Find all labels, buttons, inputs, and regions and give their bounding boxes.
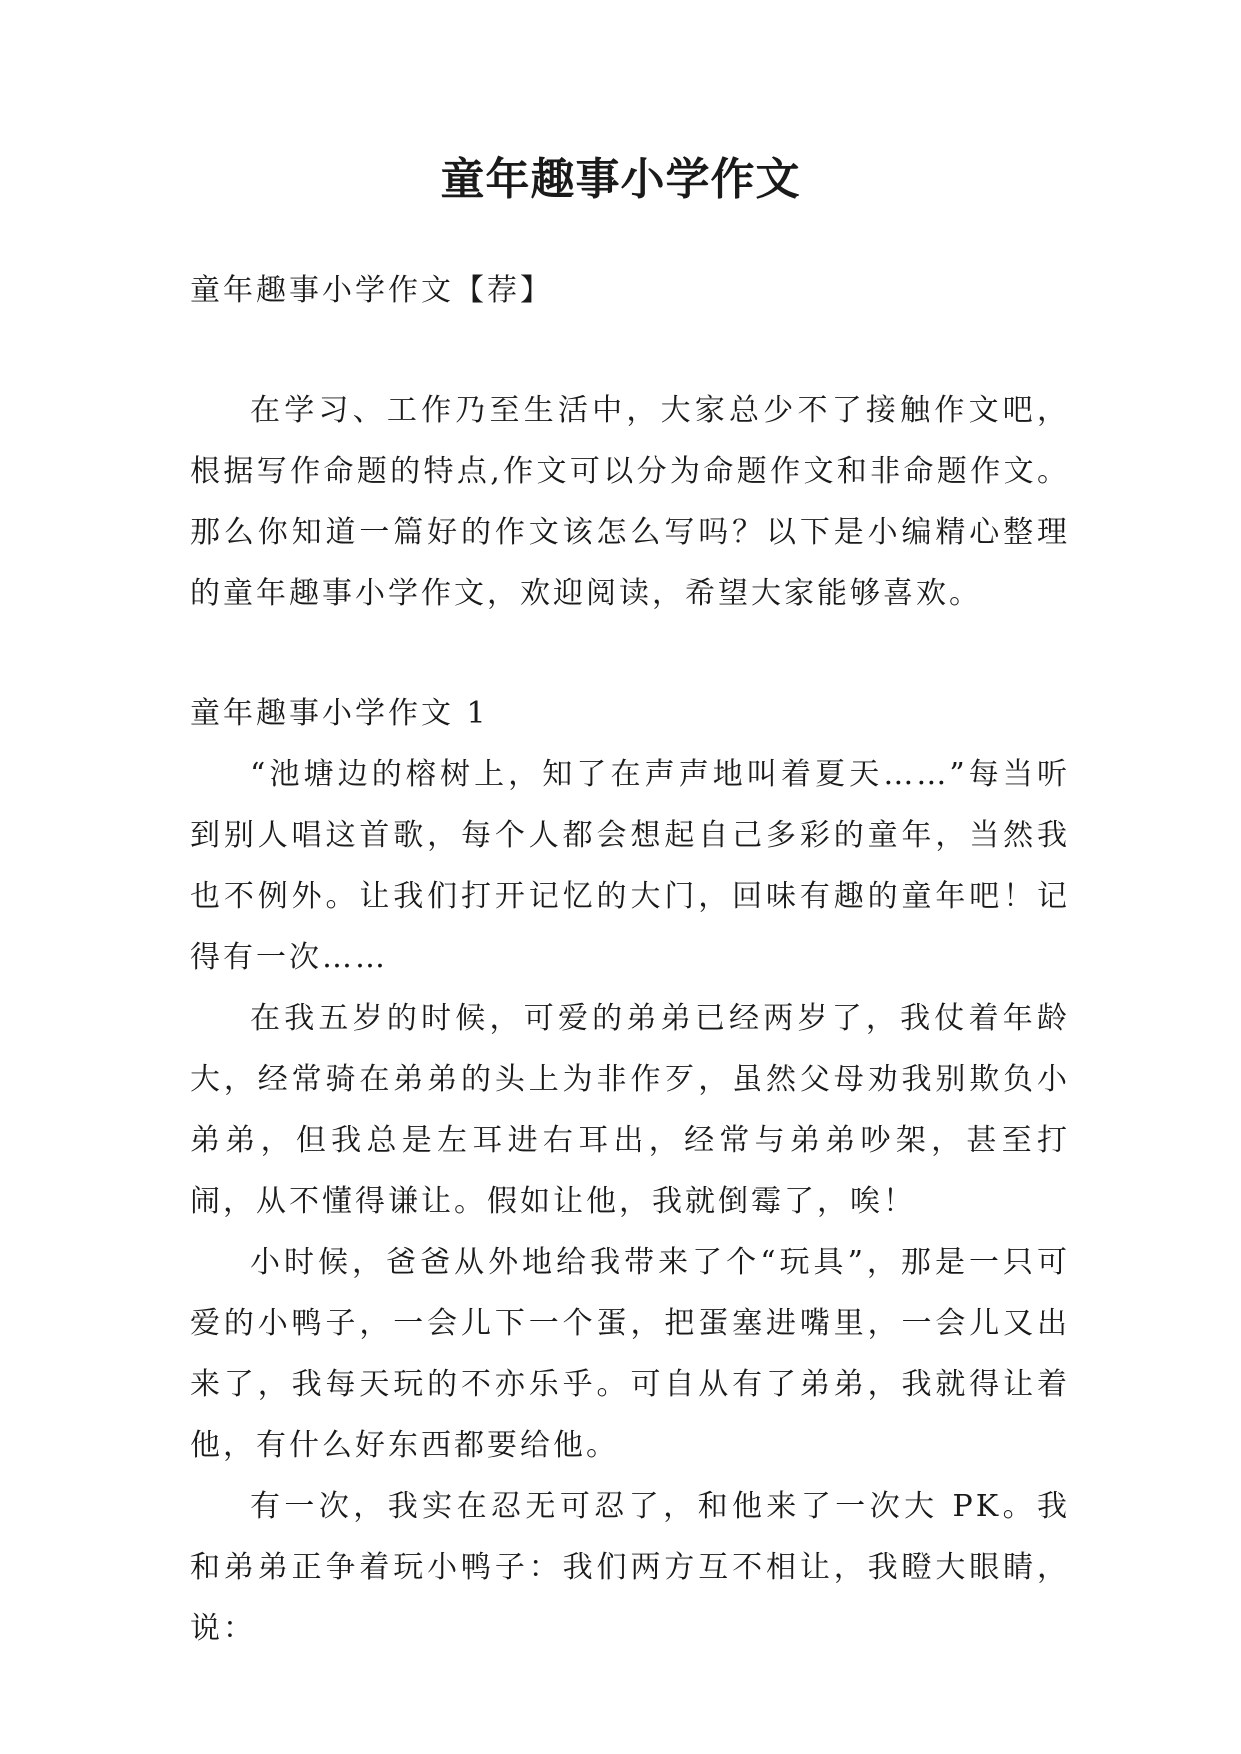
intro-paragraph: 在学习、工作乃至生活中，大家总少不了接触作文吧，根据写作命题的特点,作文可以分为命题作文和非命题作文。那么你知道一篇好的作文该怎么写吗？以下是小编精心整理的童年趣事小学作文，欢迎阅读，希望大家能够喜欢。	[190, 393, 1070, 611]
body-paragraph-2: 在我五岁的时候，可爱的弟弟已经两岁了，我仗着年龄大，经常骑在弟弟的头上为非作歹，虽然父母劝我别欺负小弟弟，但我总是左耳进右耳出，经常与弟弟吵架，甚至打闹，从不懂得谦让。假如让他，我就倒霉了，唉！	[190, 1001, 1070, 1219]
document-title: 童年趣事小学作文	[440, 154, 801, 205]
body-paragraph-4: 有一次，我实在忍无可忍了，和他来了一次大 PK。我和弟弟正争着玩小鸭子：我们两方互不相让，我瞪大眼睛，说：	[190, 1489, 1070, 1646]
body-paragraph-3: 小时候，爸爸从外地给我带来了个“玩具”，那是一只可爱的小鸭子，一会儿下一个蛋，把蛋塞进嘴里，一会儿又出来了，我每天玩的不亦乐乎。可自从有了弟弟，我就得让着他，有什么好东西都要给他。	[190, 1245, 1070, 1463]
section-heading: 童年趣事小学作文 1	[190, 696, 489, 731]
document-subtitle: 童年趣事小学作文【荐】	[190, 273, 553, 308]
document-body	[190, 260, 1070, 1659]
body-paragraph-1: “池塘边的榕树上，知了在声声地叫着夏天……”每当听到别人唱这首歌，每个人都会想起自己多彩的童年，当然我也不例外。让我们打开记忆的大门，回味有趣的童年吧！记得有一次……	[190, 757, 1070, 975]
